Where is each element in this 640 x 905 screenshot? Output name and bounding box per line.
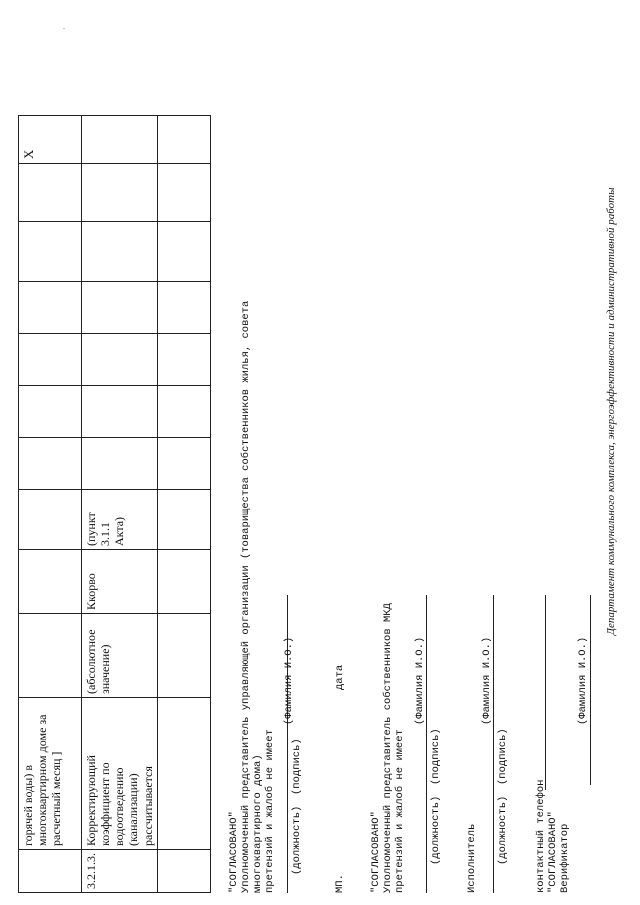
row-number-cell: 3.2.1.3. [82,850,158,893]
executor-label: Исполнитель [466,823,478,893]
signature-line [493,595,494,893]
position-caption: (должность) [291,805,303,875]
symbol-cell: Ккорво [82,550,158,614]
phone-line [545,595,546,790]
name-caption: (Фамилия И.О.) [577,636,589,725]
table-row [157,116,210,893]
signature-line [426,595,427,893]
name-caption: (Фамилия И.О.) [283,636,295,725]
signature-caption: (подпись) [497,728,509,785]
form-table [18,115,211,893]
stamp-mark: МП. [334,874,346,893]
name-caption: (Фамилия И.О.) [481,636,493,725]
description-cell: горячей воды) в многоквартирном доме за расчетный месяц ] [19,698,82,850]
position-caption: (должность) [430,795,442,865]
agreed-heading-2: "СОГЛАСОВАНО" [370,811,382,893]
table-row [19,116,82,893]
unit-cell: (абсолютное значение) [82,614,158,698]
row-number-cell [19,850,82,893]
signature-caption: (подпись) [430,728,442,785]
agreed2-line2: претензий и жалоб не имеет [394,729,406,893]
x-mark-cell: Х [19,116,82,164]
corner-dot: · [60,27,69,30]
agreed2-line1: Уполномоченный представитель собственников МКД [382,603,394,893]
contact-phone-label: контактный телефон [535,779,547,893]
signature-line [590,595,591,785]
name-caption: (Фамилия И.О.) [414,636,426,725]
position-caption: (должность) [497,795,509,865]
table-row [82,116,158,893]
agreed1-line1: Уполномоченный представитель управляющей организации (товарищества собственников жилья, совета [240,300,252,893]
department-footer: Департамент коммунального комплекса, энергоэффективности и административной работы [605,187,617,635]
agreed-heading-3: "СОГЛАСОВАНО" [547,811,559,893]
date-label: дата [334,664,346,690]
reference-cell: (пункт 3.1.1 Акта) [82,490,158,550]
signature-caption: (подпись) [291,738,303,795]
agreed1-line2: многоквартирного дома) [252,754,264,893]
verifier-label: Верификатор [559,823,571,893]
agreed-heading-1: "СОГЛАСОВАНО" [228,811,240,893]
agreed1-line3: претензий и жалоб не имеет [264,729,276,893]
description-cell: Корректирующий коэффициент по водоотведению (канализации) рассчитывается [82,698,158,850]
